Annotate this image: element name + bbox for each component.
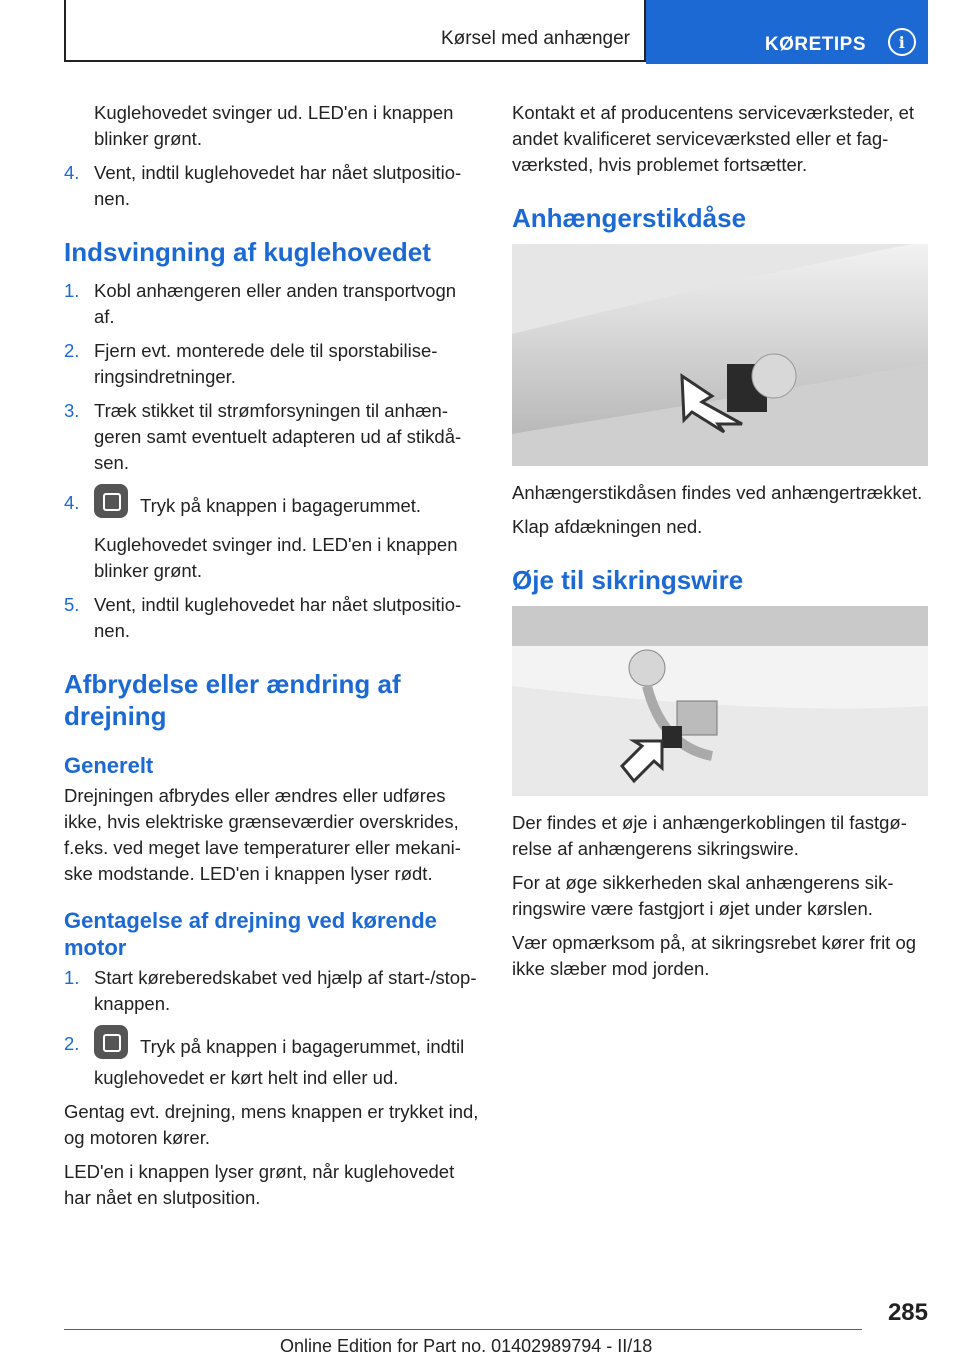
list-item — [64, 592, 480, 644]
right-column — [512, 100, 928, 990]
chapter-tab[interactable] — [646, 0, 928, 64]
list-item — [64, 490, 480, 524]
list-item — [64, 278, 480, 330]
step-number: 3. — [64, 400, 80, 421]
step-number: 1. — [64, 967, 80, 988]
page-number: 285 — [887, 1299, 928, 1326]
paragraph: Klap afdækningen ned. — [512, 516, 703, 537]
step-number: 1. — [64, 280, 80, 301]
step-continuation: Kuglehovedet svinger ud. LED'en i knappen blinker grønt. — [94, 102, 454, 149]
list-item — [64, 398, 480, 476]
paragraph: Vær opmærksom på, at sikringsrebet kører frit og ikke slæber mod jorden. — [512, 932, 917, 979]
step-continuation: Kuglehovedet svinger ind. LED'en i knappen blinker grønt. — [94, 534, 458, 581]
step-text: Træk stikket til strømforsyningen til anhængeren samt eventuelt adapteren ud af stikdåsen. — [94, 400, 462, 473]
section-title — [64, 0, 646, 62]
heading-gentagelse: Gentagelse af drejning ved kørende motor — [64, 908, 437, 960]
heading-oeje: Øje til sikringswire — [512, 565, 744, 595]
paragraph: Der findes et øje i anhængerkoblingen til fastgørelse af anhængerens sikringswire. — [512, 812, 907, 859]
step-number: 2. — [64, 1033, 80, 1054]
paragraph: Kontakt et af producentens serviceværksteder, et andet kvalificeret serviceværksted eller et fagværksted, hvis problemet fortsætter. — [512, 102, 915, 175]
footer-divider — [64, 1329, 862, 1330]
step-text: Tryk på knappen i bagagerummet, indtil kuglehovedet er kørt helt ind eller ud. — [94, 1035, 465, 1088]
step-number: 4. — [64, 492, 80, 513]
trunk-button-icon — [94, 484, 128, 518]
list-item — [64, 160, 480, 212]
socket-image — [512, 244, 928, 466]
list-item — [64, 965, 480, 1017]
heading-generelt: Generelt — [64, 753, 154, 778]
paragraph: Drejningen afbrydes eller ændres eller udføres ikke, hvis elektriske grænseværdier overskrides, f.eks. ved meget lave temperaturer eller mekaniske modstande. LED'en i knappen lyser rødt. — [64, 785, 461, 884]
info-icon: i — [888, 28, 916, 56]
step-number: 5. — [64, 594, 80, 615]
step-text: Vent, indtil kuglehovedet har nået slutpositionen. — [94, 162, 462, 209]
heading-afbrydelse: Afbrydelse eller ændring af drejning — [64, 669, 401, 731]
page-header — [64, 0, 928, 64]
trunk-button-icon — [94, 1025, 128, 1059]
step-text: Kobl anhængeren eller anden transportvogn af. — [94, 280, 457, 327]
step-text: Start køreberedskabet ved hjælp af start-/stop-knappen. — [94, 967, 477, 1014]
heading-stikdaase: Anhængerstikdåse — [512, 203, 747, 233]
paragraph: For at øge sikkerheden skal anhængerens sikringswire være fastgjort i øjet under kørslen. — [512, 872, 894, 919]
step-text: Vent, indtil kuglehovedet har nået slutpositionen. — [94, 594, 462, 641]
step-text: Fjern evt. monterede dele til sporstabiliseringsindretninger. — [94, 340, 438, 387]
eyelet-image — [512, 606, 928, 796]
paragraph: Gentag evt. drejning, mens knappen er trykket ind, og motoren kører. — [64, 1101, 479, 1148]
paragraph: LED'en i knappen lyser grønt, når kuglehovedet har nået en slutposition. — [64, 1161, 455, 1208]
section-title-text: Kørsel med anhænger — [440, 28, 630, 49]
list-item — [64, 338, 480, 390]
list-item — [64, 1031, 480, 1091]
chapter-title: KØRETIPS — [764, 34, 866, 55]
step-text: Tryk på knappen i bagagerummet. — [140, 494, 422, 516]
heading-indsvingning: Indsvingning af kuglehovedet — [64, 237, 431, 267]
edition-note: Online Edition for Part no. 01402989794 - II/18 — [280, 1336, 653, 1356]
image-caption: Anhængerstikdåsen findes ved anhængertrækket. — [512, 482, 923, 503]
left-column — [64, 100, 480, 1219]
step-number: 2. — [64, 340, 80, 361]
step-number: 4. — [64, 162, 80, 183]
